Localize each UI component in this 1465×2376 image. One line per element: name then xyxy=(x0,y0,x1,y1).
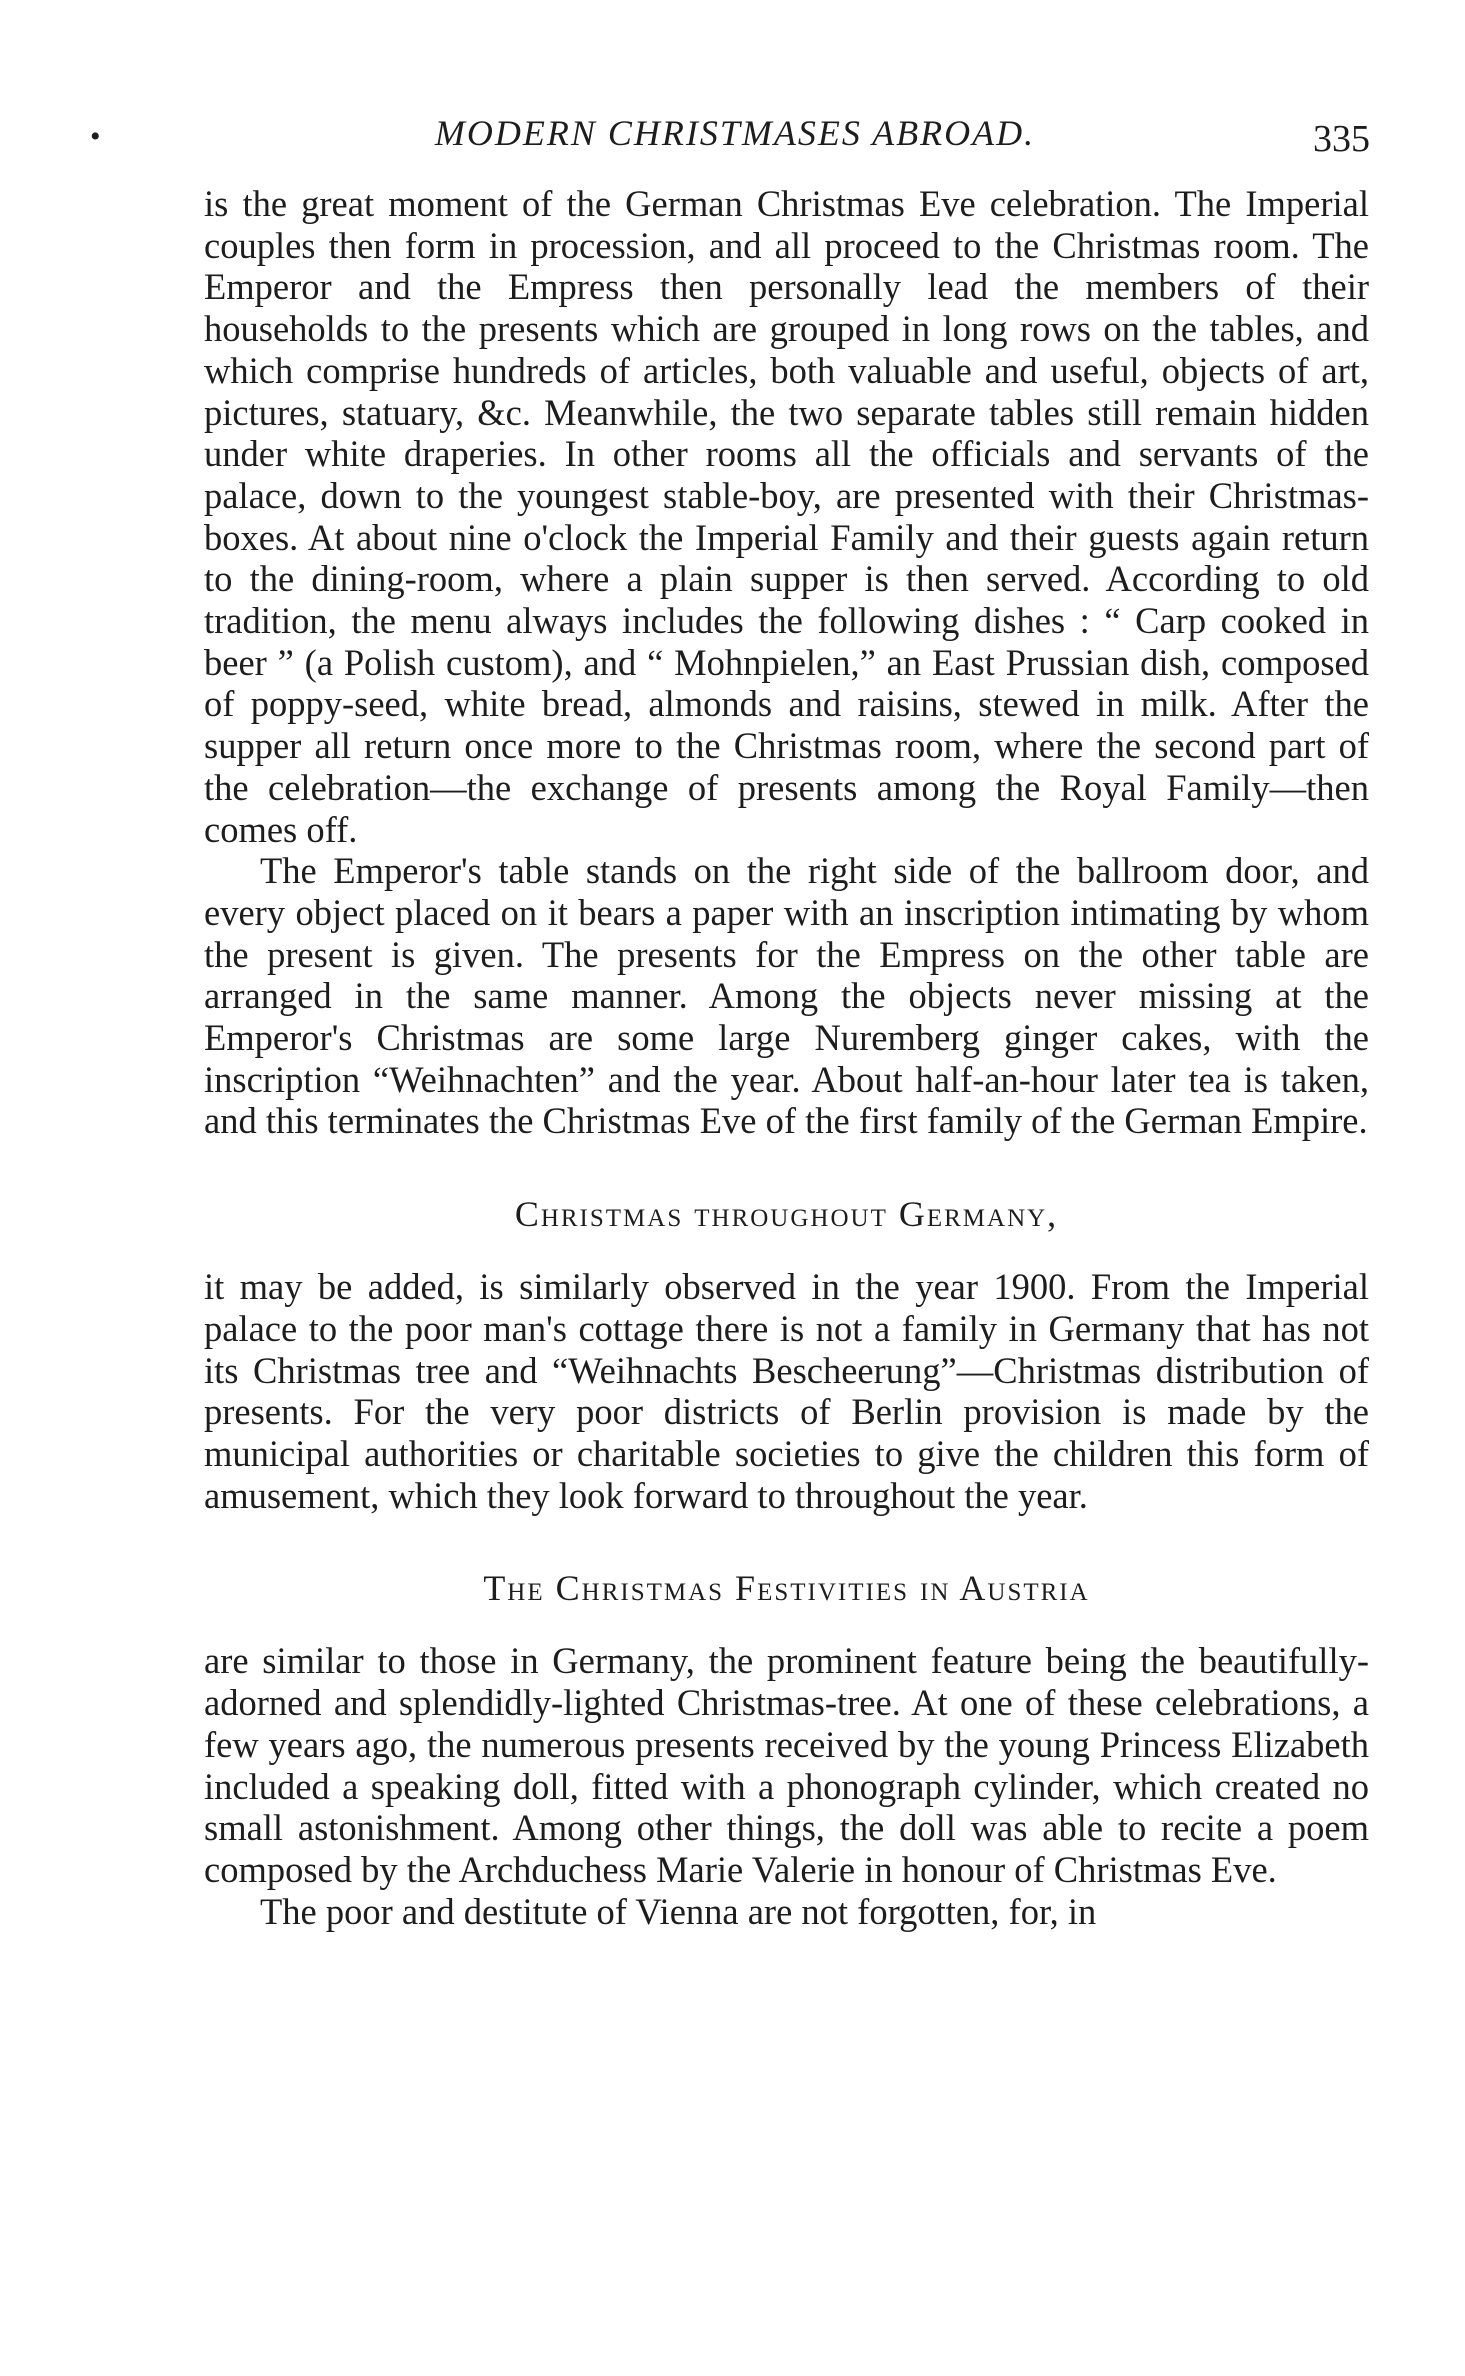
paragraph: are similar to those in Germany, the prominent feature being the beautifully-adorned and splendidly-lighted Christmas-tree. At one of these celebrations, a few years ago, the numerous presents received by the young Princess Elizabeth included a speaking doll, fitted with a phonograph cylinder, which created no small astonishment. Among other things, the doll was able to recite a poem composed by the Archduchess Marie Valerie in honour of Christmas Eve. xyxy=(204,1640,1369,1890)
paragraph: The poor and destitute of Vienna are not forgotten, for, in xyxy=(260,1890,1097,1932)
page-body xyxy=(204,183,1369,1932)
paragraph: The Emperor's table stands on the right side of the ballroom door, and every object placed on it bears a paper with an inscription intimating by whom the present is given. The presents for the Empress on the other table are arranged in the same manner. Among the objects never missing at the Emperor's Christmas are some large Nuremberg ginger cakes, with the inscription “Weihnachten” and the year. About half-an-hour later tea is taken, and this terminates the Christmas Eve of the first family of the German Empire. xyxy=(204,850,1369,1142)
running-title: MODERN CHRISTMASES ABROAD. xyxy=(434,113,1036,153)
page-number: 335 xyxy=(1313,118,1370,160)
bullet-mark: • xyxy=(90,120,101,153)
page-header xyxy=(90,108,1380,168)
section-heading: The Christmas Festivities in Austria xyxy=(483,1568,1090,1609)
section-heading: Christmas throughout Germany, xyxy=(514,1194,1059,1235)
paragraph: is the great moment of the German Christmas Eve celebration. The Imperial couples then form in procession, and all proceed to the Christmas room. The Emperor and the Empress then personally lead the members of their households to the presents which are grouped in long rows on the tables, and which comprise hundreds of articles, both valuable and useful, objects of art, pictures, statuary, &c. Meanwhile, the two separate tables still remain hidden under white draperies. In other rooms all the officials and servants of the palace, down to the youngest stable-boy, are presented with their Christmas-boxes. At about nine o'clock the Imperial Family and their guests again return to the dining-room, where a plain supper is then served. According to old tradition, the menu always includes the following dishes : “ Carp cooked in beer ” (a Polish custom), and “ Mohnpielen,” an East Prussian dish, composed of poppy-seed, white bread, almonds and raisins, stewed in milk. After the supper all return once more to the Christmas room, where the second part of the celebration—the exchange of presents among the Royal Family—then comes off. xyxy=(204,183,1369,850)
paragraph: it may be added, is similarly observed in the year 1900. From the Imperial palace to the poor man's cottage there is not a family in Germany that has not its Christmas tree and “Weihnachts Bescheerung”—Christmas distribution of presents. For the very poor districts of Berlin provision is made by the municipal authorities or charitable societies to give the children this form of amusement, which they look forward to throughout the year. xyxy=(204,1266,1369,1516)
